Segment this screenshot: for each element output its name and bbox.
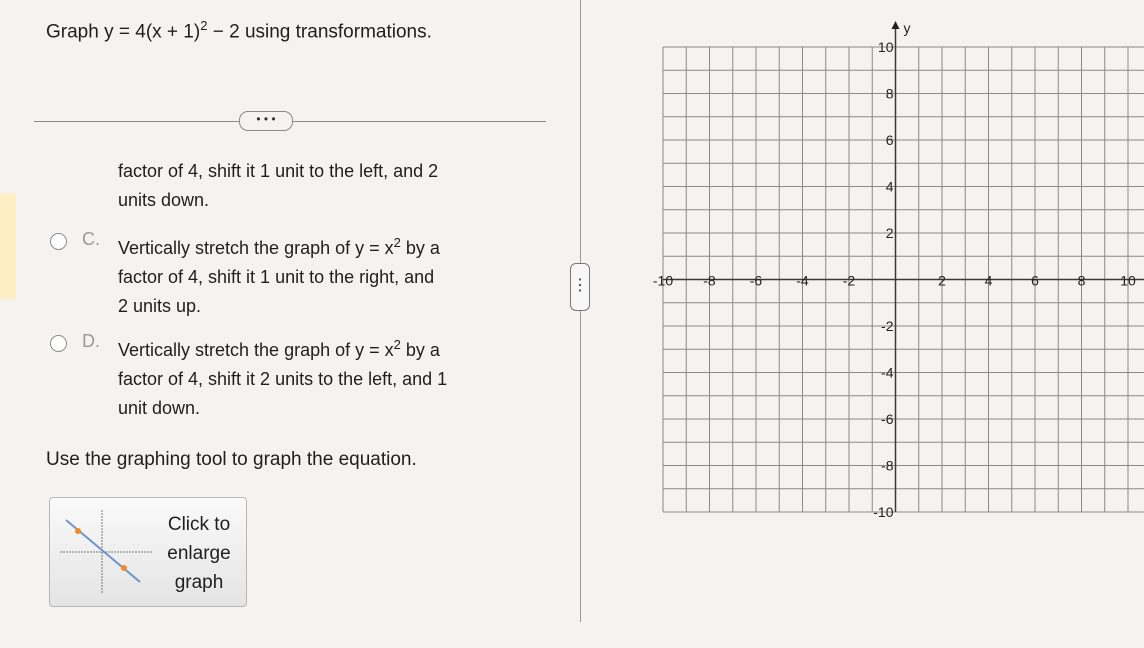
x-tick-label: 6 [1031,272,1039,289]
x-tick-label: -10 [652,272,674,289]
y-tick-label: 8 [885,85,894,102]
y-axis-label: y [903,20,911,36]
y-tick-label: 2 [885,225,894,241]
x-tick-label: 8 [1077,272,1086,289]
option-b-tail [118,157,438,215]
y-tick-label: 6 [885,132,894,148]
y-tick-label: -8 [881,457,894,474]
x-tick-label: -6 [749,272,763,289]
y-tick-label: -6 [881,411,894,427]
coordinate-grid[interactable] [640,0,1144,560]
y-tick-label: 4 [885,178,894,195]
x-tick-label: 4 [984,272,993,289]
x-tick-label: -2 [842,272,856,289]
enlarge-label: Click to enlarge graph [167,514,231,593]
option-c-text[interactable]: Vertically stretch the graph of $y = x^2$ by a factor of 4, shift it 1 unit to the right, and 2 units up. [118,235,440,316]
option-d-radio[interactable] [50,335,67,352]
option-d-text[interactable]: Vertically stretch the graph of $y = x^2$ by a factor of 4, shift it 2 units to the left, and 1 unit down. [118,337,448,418]
y-tick-label: -4 [881,364,894,381]
option-b-line1: factor of 4, shift it 1 unit to the left, and 2 [118,161,439,181]
question-text: Graph $y = 4(x + 1)^2 - 2$ using transformations. [46,18,432,43]
x-tick-label: -4 [796,272,809,289]
enlarge-graph-button[interactable] [49,497,247,607]
panel-resize-handle[interactable]: ⋮ [570,263,590,311]
option-b-line2: units down. [118,190,210,210]
instruction-text: Use the graphing tool to graph the equation. [46,449,417,470]
x-tick-label: 10 [1120,272,1136,289]
y-tick-label: -2 [881,318,894,334]
x-tick-label: 2 [938,272,946,289]
y-axis-arrow-icon [892,21,900,29]
option-d-letter: D. [82,331,100,351]
y-tick-label: -10 [873,504,894,520]
panel-divider [580,0,581,622]
option-c-letter: C. [82,229,100,249]
option-c-radio[interactable] [50,233,67,250]
show-more-button[interactable]: • • • [239,111,293,131]
x-tick-label: -8 [703,272,716,289]
y-tick-label: 10 [877,39,894,55]
graph-thumbnail-icon [60,508,156,596]
selected-option-marker [0,193,16,299]
